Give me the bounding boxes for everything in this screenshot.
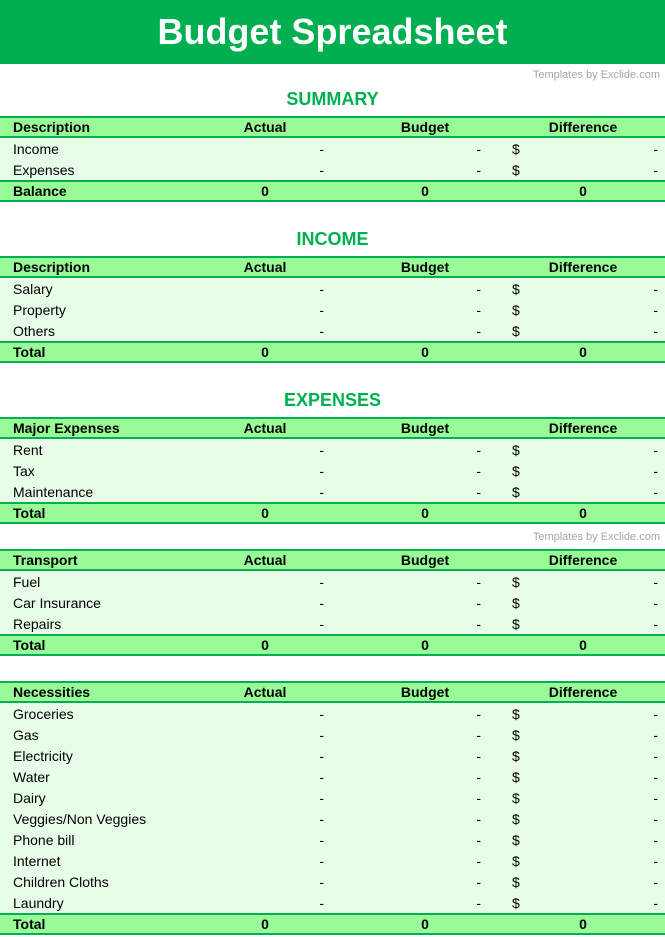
table-header-row [0,549,665,571]
budget-cell[interactable]: - [476,161,481,178]
total-actual: 0 [261,344,269,360]
budget-cell[interactable]: - [476,140,481,157]
header-budget: Budget [400,420,450,436]
header-budget: Budget [400,552,450,568]
income-table [0,256,665,363]
budget-cell[interactable]: - [476,483,481,500]
actual-cell[interactable]: - [319,852,324,869]
table-row [0,724,665,745]
actual-cell[interactable]: - [319,873,324,890]
row-label: Children Cloths [13,873,109,890]
difference-cell: - [653,462,658,479]
currency-symbol: $ [512,322,520,339]
currency-symbol: $ [512,280,520,297]
watermark-2: Templates by Exclide.com [532,531,660,543]
table-row [0,766,665,787]
actual-cell[interactable]: - [319,140,324,157]
total-row [0,913,665,935]
header-description: Necessities [13,684,91,700]
table-row [0,808,665,829]
budget-cell[interactable]: - [476,462,481,479]
currency-symbol: $ [512,873,520,890]
header-difference: Difference [548,119,618,135]
currency-symbol: $ [512,301,520,318]
table-row [0,278,665,299]
row-label: Expenses [13,161,75,178]
total-row [0,180,665,202]
total-label: Total [13,505,46,521]
table-header-row [0,116,665,138]
difference-cell: - [653,441,658,458]
table-row [0,787,665,808]
difference-cell: - [653,726,658,743]
currency-symbol: $ [512,161,520,178]
row-label: Gas [13,726,39,743]
budget-cell[interactable]: - [476,747,481,764]
row-label: Internet [13,852,61,869]
actual-cell[interactable]: - [319,831,324,848]
header-budget: Budget [400,259,450,275]
total-budget: 0 [421,637,429,653]
row-label: Veggies/Non Veggies [13,810,147,827]
total-actual: 0 [261,183,269,199]
table-row [0,571,665,592]
difference-cell: - [653,768,658,785]
table-header-row [0,417,665,439]
actual-cell[interactable]: - [319,894,324,911]
difference-cell: - [653,831,658,848]
row-label: Laundry [13,894,64,911]
row-label: Phone bill [13,831,75,848]
currency-symbol: $ [512,894,520,911]
row-label: Repairs [13,615,62,632]
total-difference: 0 [579,916,587,932]
actual-cell[interactable]: - [319,747,324,764]
header-description: Description [13,259,91,275]
expenses-title: EXPENSES [283,390,382,410]
total-row [0,634,665,656]
total-budget: 0 [421,916,429,932]
budget-cell[interactable]: - [476,852,481,869]
total-difference: 0 [579,183,587,199]
summary-table [0,116,665,202]
table-row [0,299,665,320]
actual-cell[interactable]: - [319,322,324,339]
currency-symbol: $ [512,831,520,848]
total-label: Balance [13,183,67,199]
necessities-table [0,681,665,935]
budget-cell[interactable]: - [476,831,481,848]
row-label: Groceries [13,705,74,722]
row-label: Fuel [13,573,41,590]
table-row [0,592,665,613]
row-label: Dairy [13,789,46,806]
header-actual: Actual [243,259,287,275]
row-label: Income [13,140,59,157]
row-label: Tax [13,462,35,479]
header-actual: Actual [243,552,287,568]
actual-cell[interactable]: - [319,810,324,827]
actual-cell[interactable]: - [319,789,324,806]
header-difference: Difference [548,684,618,700]
total-actual: 0 [261,637,269,653]
major-expenses-table [0,417,665,524]
table-row [0,745,665,766]
header-budget: Budget [400,684,450,700]
row-label: Maintenance [13,483,94,500]
currency-symbol: $ [512,810,520,827]
page-title: Budget Spreadsheet [0,0,665,64]
currency-symbol: $ [512,462,520,479]
table-row [0,481,665,502]
difference-cell: - [653,161,658,178]
actual-cell[interactable]: - [319,768,324,785]
table-row [0,829,665,850]
difference-cell: - [653,280,658,297]
table-row [0,850,665,871]
table-row [0,871,665,892]
difference-cell: - [653,615,658,632]
actual-cell[interactable]: - [319,726,324,743]
table-row [0,460,665,481]
total-budget: 0 [421,183,429,199]
actual-cell[interactable]: - [319,441,324,458]
budget-cell[interactable]: - [476,594,481,611]
header-description: Major Expenses [13,420,120,436]
difference-cell: - [653,322,658,339]
currency-symbol: $ [512,573,520,590]
currency-symbol: $ [512,852,520,869]
currency-symbol: $ [512,768,520,785]
total-actual: 0 [261,916,269,932]
table-header-row [0,256,665,278]
actual-cell[interactable]: - [319,483,324,500]
budget-cell[interactable]: - [476,810,481,827]
budget-cell[interactable]: - [476,873,481,890]
header-actual: Actual [243,119,287,135]
budget-cell[interactable]: - [476,705,481,722]
actual-cell[interactable]: - [319,301,324,318]
table-header-row [0,681,665,703]
difference-cell: - [653,852,658,869]
summary-title: SUMMARY [286,89,379,109]
currency-symbol: $ [512,747,520,764]
budget-cell[interactable]: - [476,301,481,318]
difference-cell: - [653,873,658,890]
budget-cell[interactable]: - [476,768,481,785]
currency-symbol: $ [512,615,520,632]
actual-cell[interactable]: - [319,594,324,611]
total-label: Total [13,916,46,932]
difference-cell: - [653,747,658,764]
header-budget: Budget [400,119,450,135]
budget-cell[interactable]: - [476,573,481,590]
difference-cell: - [653,894,658,911]
currency-symbol: $ [512,726,520,743]
currency-symbol: $ [512,483,520,500]
actual-cell[interactable]: - [319,280,324,297]
currency-symbol: $ [512,789,520,806]
transport-table [0,549,665,656]
total-budget: 0 [421,344,429,360]
actual-cell[interactable]: - [319,161,324,178]
difference-cell: - [653,140,658,157]
budget-cell[interactable]: - [476,280,481,297]
difference-cell: - [653,594,658,611]
total-row [0,502,665,524]
table-row [0,613,665,634]
row-label: Property [13,301,66,318]
row-label: Others [13,322,56,339]
budget-cell[interactable]: - [476,322,481,339]
difference-cell: - [653,810,658,827]
actual-cell[interactable]: - [319,573,324,590]
total-actual: 0 [261,505,269,521]
table-row [0,138,665,159]
actual-cell[interactable]: - [319,462,324,479]
row-label: Car Insurance [13,594,101,611]
table-row [0,439,665,460]
total-row [0,341,665,363]
header-actual: Actual [243,420,287,436]
table-row [0,892,665,913]
total-difference: 0 [579,344,587,360]
budget-cell[interactable]: - [476,894,481,911]
total-label: Total [13,344,46,360]
header-description: Transport [13,552,78,568]
total-label: Total [13,637,46,653]
table-row [0,320,665,341]
row-label: Electricity [13,747,73,764]
budget-cell[interactable]: - [476,726,481,743]
difference-cell: - [653,483,658,500]
difference-cell: - [653,705,658,722]
header-description: Description [13,119,91,135]
total-difference: 0 [579,505,587,521]
header-difference: Difference [548,552,618,568]
table-row [0,159,665,180]
currency-symbol: $ [512,140,520,157]
actual-cell[interactable]: - [319,705,324,722]
budget-cell[interactable]: - [476,789,481,806]
difference-cell: - [653,573,658,590]
currency-symbol: $ [512,705,520,722]
currency-symbol: $ [512,594,520,611]
budget-cell[interactable]: - [476,441,481,458]
table-row [0,703,665,724]
budget-cell[interactable]: - [476,615,481,632]
difference-cell: - [653,789,658,806]
header-difference: Difference [548,420,618,436]
row-label: Rent [13,441,43,458]
currency-symbol: $ [512,441,520,458]
watermark: Templates by Exclide.com [532,69,660,81]
total-budget: 0 [421,505,429,521]
difference-cell: - [653,301,658,318]
row-label: Water [13,768,50,785]
header-actual: Actual [243,684,287,700]
total-difference: 0 [579,637,587,653]
header-difference: Difference [548,259,618,275]
actual-cell[interactable]: - [319,615,324,632]
row-label: Salary [13,280,53,297]
income-title: INCOME [296,229,369,249]
